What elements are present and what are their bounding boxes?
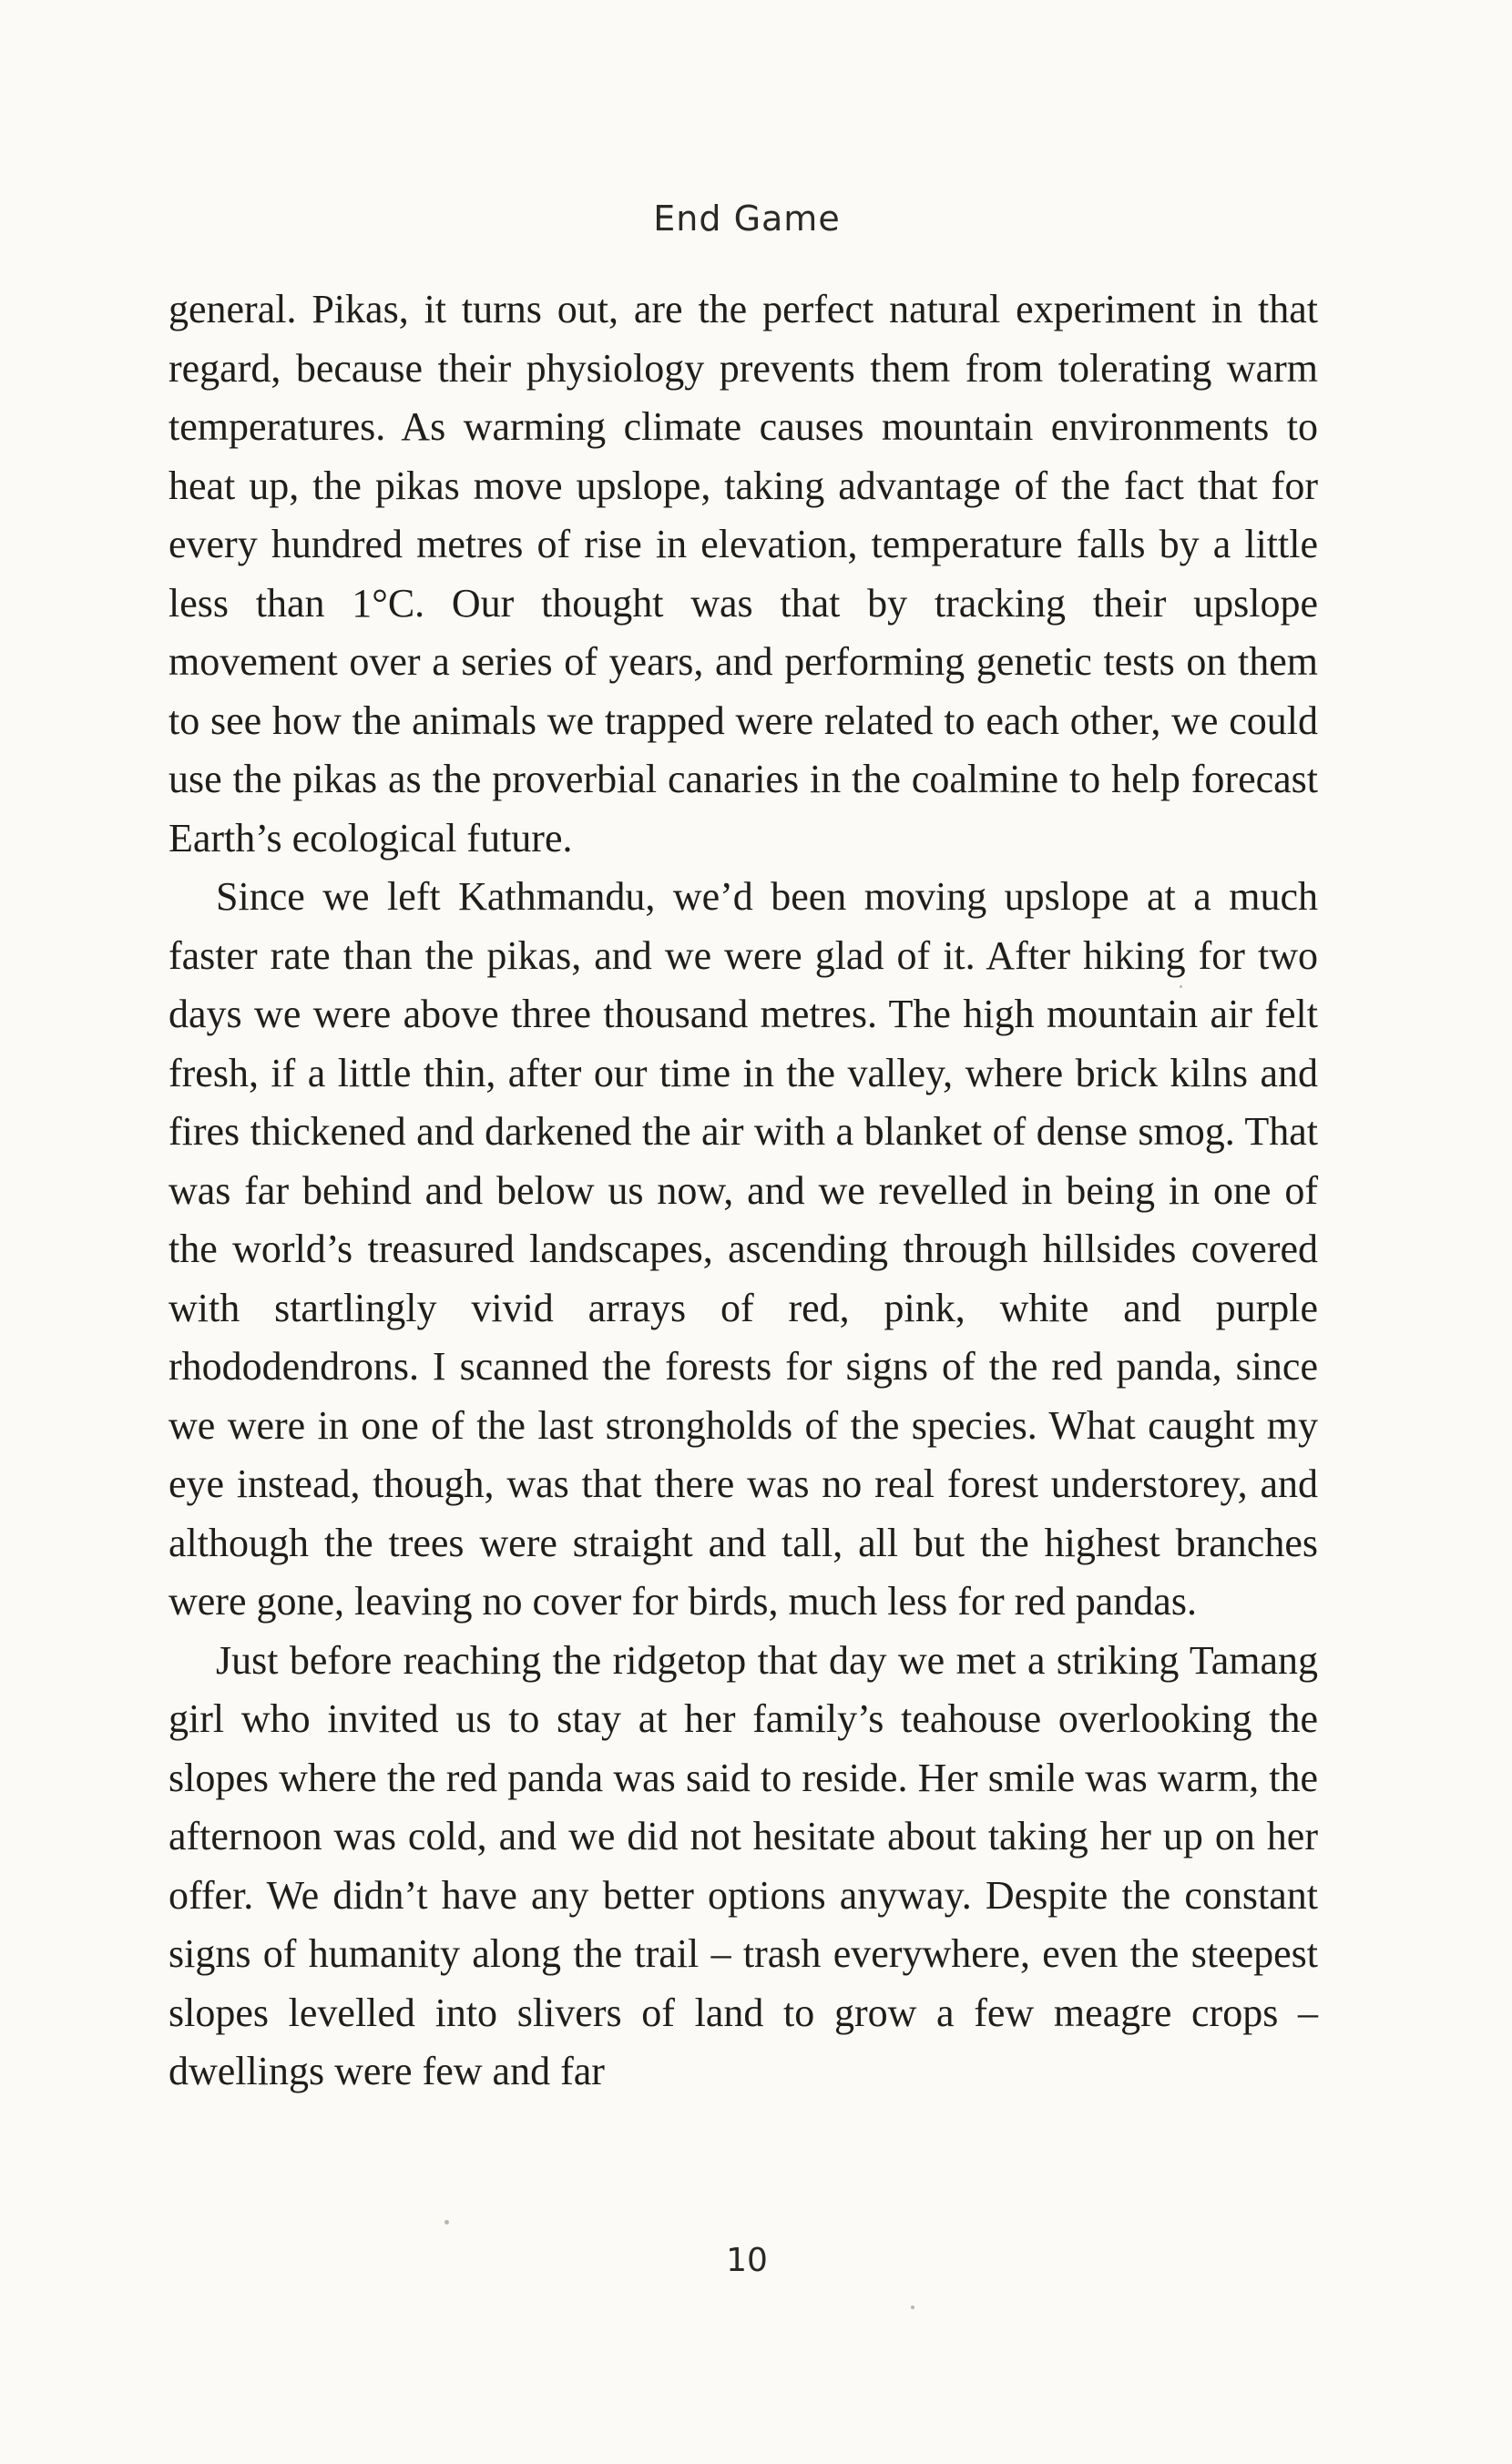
paragraph-1: general. Pikas, it turns out, are the perfect natural experiment in that regard, because their physiology prevents them from tolerating warm temperatures. As warming climate causes mountain environments to heat up, the pikas move upslope, taking advantage of the fact that for every hundred metres of rise in elevation, temperature falls by a little less than 1°C. Our thought was that by tracking their upslope movement over a series of years, and performing genetic tests on them to see how the animals we trapped were related to each other, we could use the pikas as the proverbial canaries in the coalmine to help forecast Earth’s ecological future. bbox=[169, 287, 1318, 860]
paragraph-2: Since we left Kathmandu, we’d been moving upslope at a much faster rate than the pikas, and we were glad of it. After hiking for two days we were above three thousand metres. The high mountain air felt fresh, if a little thin, after our time in the valley, where brick kilns and fires thickened and darkened the air with a blanket of dense smog. That was far behind and below us now, and we revelled in being in one of the world’s treasured landscapes, ascending through hillsides covered with startlingly vivid arrays of red, pink, white and purple rhododendrons. I scanned the forests for signs of the red panda, since we were in one of the last strongholds of the species. What caught my eye instead, though, was that there was no real forest understorey, and although the trees were straight and tall, all but the highest branches were gone, leaving no cover for birds, much less for red pandas. bbox=[169, 874, 1318, 1624]
body-text bbox=[169, 280, 1318, 2102]
paragraph-3: Just before reaching the ridgetop that day we met a striking Tamang girl who invited us to stay at her family’s teahouse overlooking the slopes where the red panda was said to reside. Her smile was warm, the afternoon was cold, and we did not hesitate about taking her up on her offer. We didn’t have any better options anyway. Despite the constant signs of humanity along the trail – trash everywhere, even the steepest slopes levelled into slivers of land to grow a few meagre crops – dwellings were few and far bbox=[169, 1637, 1318, 2093]
running-head: End Game bbox=[653, 199, 841, 239]
paper-speck bbox=[1180, 985, 1182, 988]
paper-speck bbox=[911, 2306, 914, 2309]
paper-speck bbox=[444, 2220, 449, 2225]
page-number: 10 bbox=[726, 2242, 768, 2279]
